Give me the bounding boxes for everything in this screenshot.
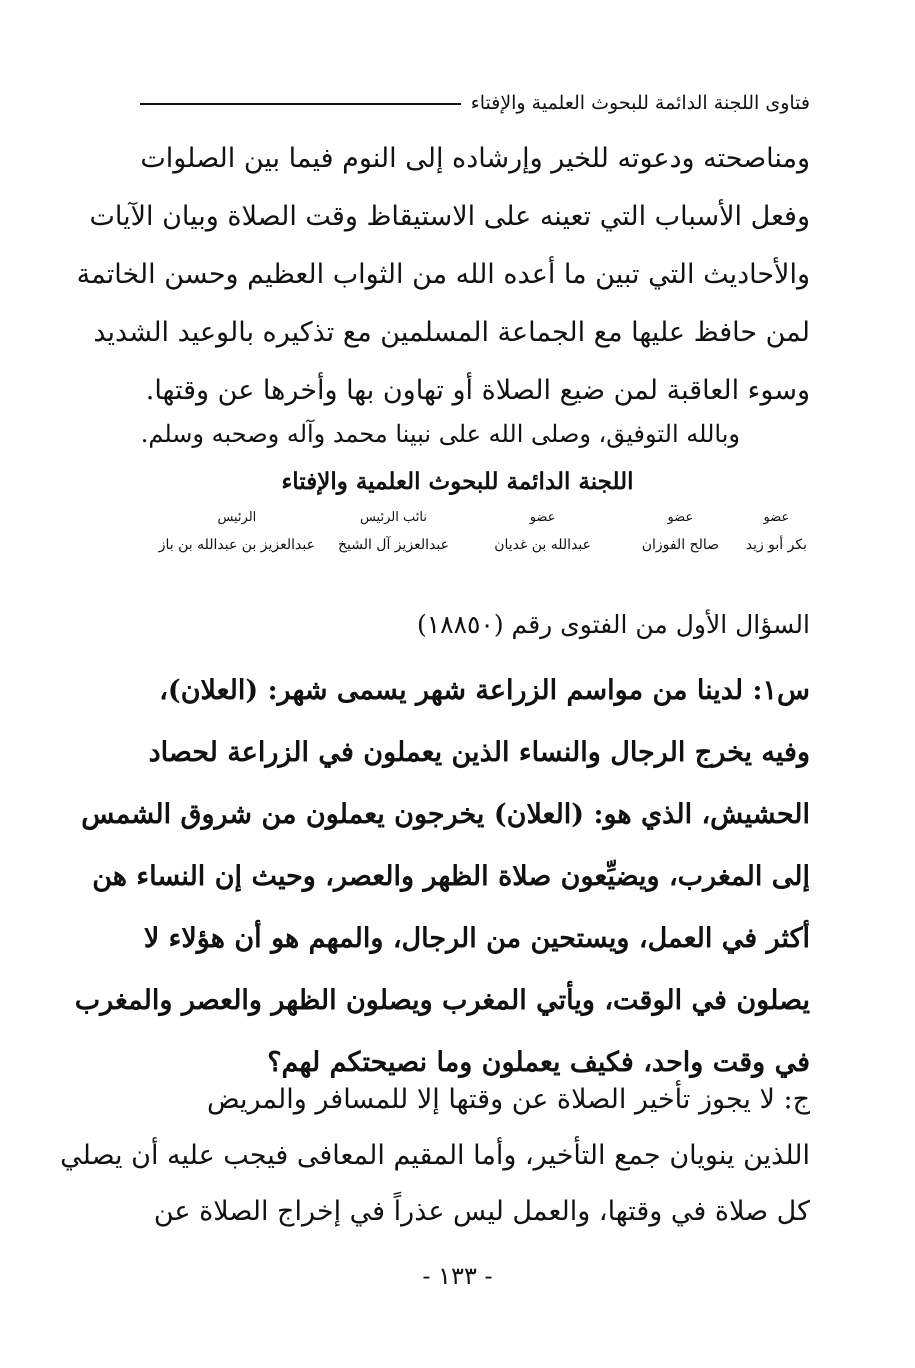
text-line: لمن حافظ عليها مع الجماعة المسلمين مع تذكيره بالوعيد الشديد [93,317,810,348]
text-line: اللذين ينويان جمع التأخير، وأما المقيم المعافى فيجب عليه أن يصلي [60,1140,810,1171]
signatory [159,508,315,562]
signatory-name: عبدالعزيز آل الشيخ [337,537,449,553]
signatory-name: عبدالعزيز بن عبدالله بن باز [158,537,315,553]
text-line: وفيه يخرج الرجال والنساء الذين يعملون في الزراعة لحصاد [148,737,810,768]
signatory-role: نائب الرئيس [359,510,427,525]
book-title: فتاوى اللجنة الدائمة للبحوث العلمية والإفتاء [470,92,810,114]
signatory-name: عبدالله بن غديان [494,537,591,553]
text-line: ج: لا يجوز تأخير الصلاة عن وقتها إلا للمسافر والمريض [206,1084,810,1115]
text-line: ومناصحته ودعوته للخير وإرشاده إلى النوم فيما بين الصلوات [140,143,810,174]
question-heading: السؤال الأول من الفتوى رقم (١٨٨٥٠) [416,610,810,639]
text-line: في وقت واحد، فكيف يعملون وما نصيحتكم لهم؟ [267,1047,810,1078]
signatory [642,508,719,562]
text-line: الحشيش، الذي هو: (العلان) يخرجون يعملون من شروق الشمس [81,799,810,830]
text-line: وفعل الأسباب التي تعينه على الاستيقاظ وقت الصلاة وبيان الآيات [89,201,810,232]
answer-paragraph [60,1072,810,1240]
signatory-name: بكر أبو زيد [745,537,807,553]
signatories [147,508,807,568]
signatory-role: الرئيس [217,510,257,525]
intro-paragraph [76,130,810,420]
signatory-role: عضو [763,510,790,525]
question-paragraph [74,660,810,1094]
page-number: - ١٣٣ - [422,1262,493,1290]
running-header [140,88,810,118]
text-line: كل صلاة في وقتها، والعمل ليس عذراً في إخراج الصلاة عن [153,1196,810,1227]
text-line: أكثر في العمل، ويستحين من الرجال، والمهم هو أن هؤلاء لا [143,923,810,954]
closing-formula: وبالله التوفيق، وصلى الله على نبينا محمد وآله وصحبه وسلم. [140,420,740,448]
signatory-role: عضو [529,510,556,525]
text-line: وسوء العاقبة لمن ضيع الصلاة أو تهاون بها وأخرها عن وقتها. [145,375,810,406]
header-rule [140,103,461,105]
signatory [494,508,591,562]
signatory [338,508,449,562]
text-line: إلى المغرب، ويضيِّعون صلاة الظهر والعصر، وحيث إن النساء هن [92,861,810,892]
text-line: س١: لدينا من مواسم الزراعة شهر يسمى شهر: (العلان)، [159,675,810,706]
signatory-name: صالح الفوزان [641,537,719,553]
text-line: والأحاديث التي تبين ما أعده الله من الثواب العظيم وحسن الخاتمة [76,259,810,290]
signatory [746,508,807,562]
signatory-role: عضو [667,510,694,525]
committee-title: اللجنة الدائمة للبحوث العلمية والإفتاء [281,468,634,495]
text-line: يصلون في الوقت، ويأتي المغرب ويصلون الظهر والعصر والمغرب [74,985,810,1016]
